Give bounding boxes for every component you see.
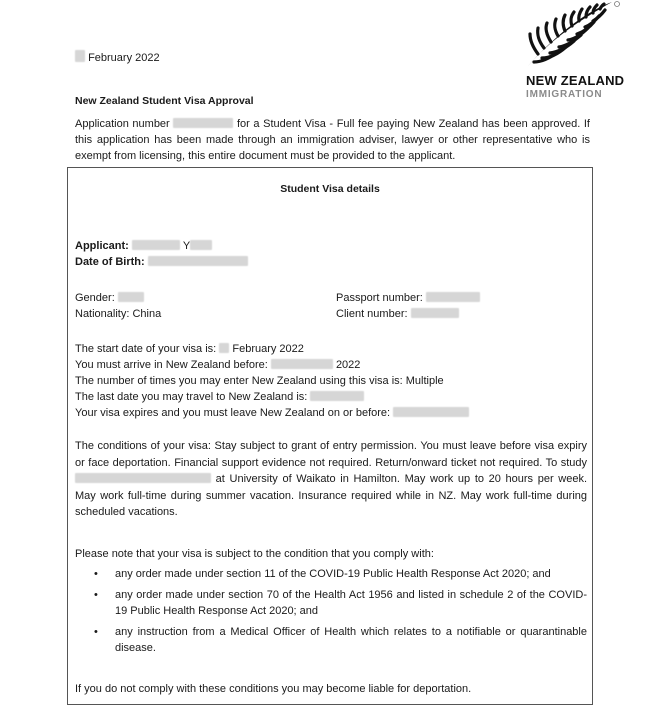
redacted-day [75, 50, 85, 62]
gender-label: Gender: [75, 292, 115, 304]
nz-immigration-logo [520, 0, 630, 100]
condition-text: any order made under section 11 of the COVID-19 Public Health Response Act 2020; and [115, 568, 551, 580]
footer-warning: If you do not comply with these conditions you may become liable for deportation. [75, 683, 472, 695]
note-text: Please note that your visa is subject to the condition that you comply with: [75, 548, 434, 560]
conditions-text-2: at University of Waikato in Hamilton. May work up to 20 hours per week. May work full-time during summer vacation. Insurance required while in NZ. May work full-time during scheduled vacations. [75, 473, 588, 518]
condition-item [75, 566, 587, 583]
condition-item [75, 587, 587, 620]
entries-value: Multiple [405, 375, 444, 387]
nationality-value: China [132, 308, 162, 320]
start-date-value: February 2022 [232, 343, 304, 355]
condition-text: any instruction from a Medical Officer of Health which relates to a notifiable or quarantinable disease. [115, 625, 587, 654]
entries-row [75, 375, 444, 387]
redacted-dob [148, 256, 248, 266]
nationality-label: Nationality: [75, 308, 130, 320]
gender-row [75, 292, 144, 304]
nationality-row [75, 308, 161, 320]
passport-label: Passport number: [336, 292, 423, 304]
last-travel-row [75, 391, 364, 403]
start-date-row [75, 343, 304, 355]
dob-row [75, 256, 248, 268]
details-title: Student Visa details [280, 183, 380, 195]
redacted-applicant-first [132, 240, 180, 250]
passport-row [336, 292, 480, 304]
redacted-arrive-date [271, 359, 333, 369]
redacted-start-day [219, 343, 229, 353]
bullet-icon: • [94, 588, 98, 601]
applicant-row [75, 240, 212, 252]
arrive-label: You must arrive in New Zealand before: [75, 359, 268, 371]
letter-title: New Zealand Student Visa Approval [75, 95, 254, 107]
logo-line-immigration: IMMIGRATION [526, 89, 603, 100]
date-text: February 2022 [88, 52, 160, 64]
logo-line-new-zealand: NEW ZEALAND [526, 73, 625, 88]
conditions-list [75, 566, 587, 661]
conditions-text-1: The conditions of your visa: Stay subject to grant of entry permission. You must leave before visa expiry or face deportation. Financial support evidence not required. Return/onward ticket not required. To study [75, 440, 587, 469]
conditions-paragraph [75, 438, 587, 521]
dob-label: Date of Birth: [75, 256, 145, 268]
intro-text-1: Application number [75, 118, 170, 130]
arrive-value: 2022 [335, 359, 361, 371]
redacted-applicant-rest [190, 240, 212, 250]
silver-fern-icon [520, 0, 620, 72]
client-label: Client number: [336, 308, 408, 320]
redacted-gender [118, 292, 144, 302]
bullet-icon: • [94, 625, 98, 638]
condition-item [75, 624, 587, 657]
redacted-client-number [411, 308, 459, 318]
visa-details-box [67, 167, 593, 705]
client-row [336, 308, 459, 320]
applicant-value: Y [182, 240, 191, 252]
redacted-last-travel [310, 391, 364, 401]
intro-paragraph [75, 116, 590, 164]
condition-text: any order made under section 70 of the Health Act 1956 and listed in schedule 2 of the COVID-19 Public Health Response Act 2020; and [115, 588, 587, 617]
redacted-passport [426, 292, 480, 302]
redacted-application-number [173, 118, 233, 128]
last-travel-label: The last date you may travel to New Zealand is: [75, 391, 308, 403]
intro-text-2: for a Student Visa - Full fee paying New Zealand has been approved. If this application has been made through an immigration adviser, lawyer or other representative who is exempt from licensing, this entire document must be provided to the applicant. [75, 118, 590, 162]
bullet-icon: • [94, 568, 98, 580]
applicant-label: Applicant: [75, 240, 129, 252]
letter-date [75, 50, 160, 64]
expiry-row [75, 407, 469, 419]
redacted-course [75, 473, 211, 483]
expiry-label: Your visa expires and you must leave New Zealand on or before: [75, 407, 391, 419]
entries-label: The number of times you may enter New Zealand using this visa is: [75, 375, 403, 387]
start-date-label: The start date of your visa is: [75, 343, 217, 355]
redacted-expiry [393, 407, 469, 417]
arrive-row [75, 359, 360, 371]
